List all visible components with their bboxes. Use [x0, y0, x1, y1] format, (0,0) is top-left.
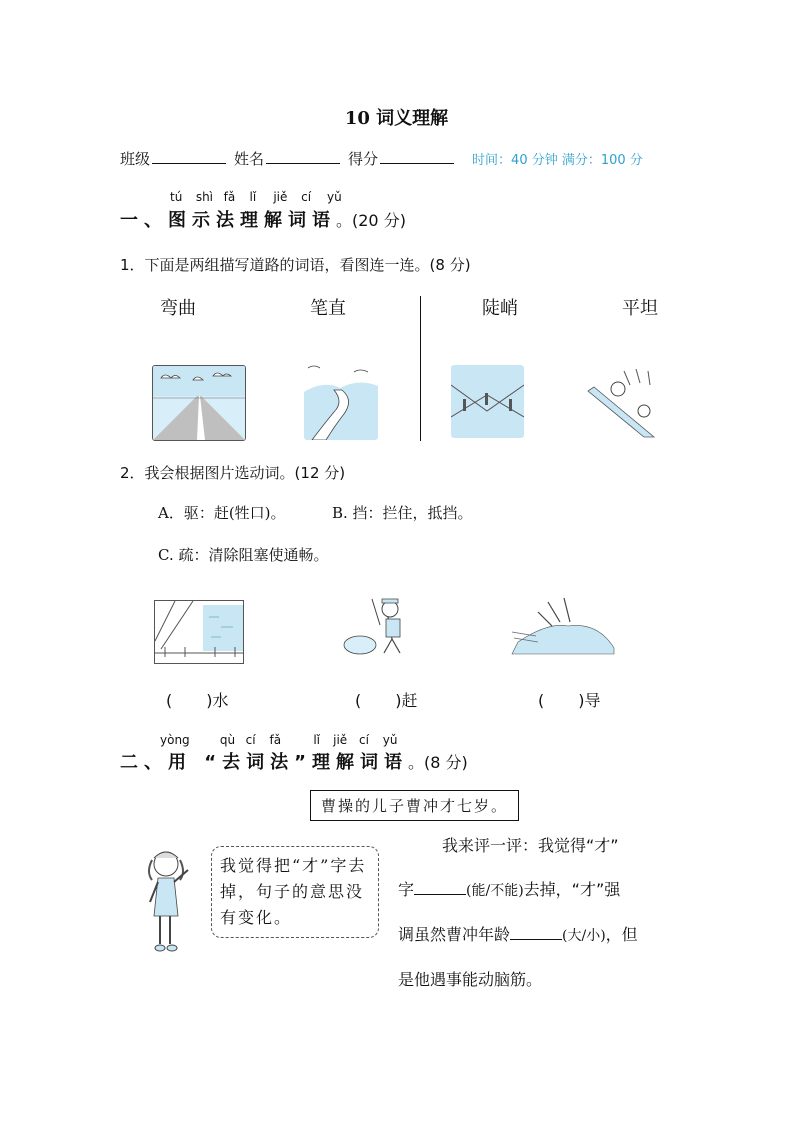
paren-open: ( — [538, 691, 545, 710]
great-wall-illustration — [304, 362, 378, 440]
eval-text: 调虽然曹冲年龄 — [398, 925, 511, 944]
blank-suffix: 赶 — [401, 691, 418, 710]
pinyin: tú — [170, 190, 183, 204]
can-remove-blank[interactable] — [414, 880, 466, 895]
option-c: C. 疏：清除阻塞使通畅。 — [158, 546, 329, 564]
flood-diversion-picture — [508, 592, 616, 658]
word-wanqu[interactable]: 弯曲 — [160, 298, 196, 319]
time-info: 时间：40 分钟 满分：100 分 — [472, 153, 643, 168]
steep-stairs-picture[interactable] — [451, 365, 524, 438]
boy-chasing-pig-picture — [338, 595, 420, 661]
question-2-text: 2．我会根据图片选动词。(12 分) — [120, 464, 346, 482]
page-title: 10 词义理解 — [344, 108, 449, 129]
section2-heading — [120, 748, 468, 774]
class-label: 班级 — [120, 150, 151, 168]
name-label: 姓名 — [234, 150, 265, 168]
winding-great-wall-picture[interactable] — [304, 362, 378, 440]
section-score: 。(8 分) — [407, 753, 468, 772]
channel-illustration — [155, 601, 243, 663]
class-field[interactable] — [152, 149, 226, 164]
eval-line-3 — [398, 913, 683, 958]
pinyin: cí — [358, 733, 369, 747]
score-label: 得分 — [348, 150, 379, 168]
stairs-illustration — [451, 365, 524, 438]
section-title: 图示法理解词语 — [168, 210, 336, 231]
blank-shui[interactable] — [166, 688, 229, 711]
section-number: 一、 — [120, 210, 168, 231]
heading-yong: 用 — [168, 752, 192, 773]
paren-close: ) — [395, 691, 402, 710]
eval-hint: (能/不能) — [466, 883, 524, 899]
pinyin: jiě — [333, 733, 348, 747]
student-info-row — [120, 148, 643, 169]
score-field[interactable] — [380, 149, 454, 164]
eval-text: 去掉，“才”强 — [523, 880, 621, 899]
example-sentence-box: 曹操的儿子曹冲才七岁。 — [310, 790, 519, 821]
heading-quote: “去词法” — [204, 752, 312, 773]
pinyin: yǔ — [326, 190, 342, 204]
section1-heading — [120, 206, 406, 232]
group-divider — [420, 296, 421, 441]
girl-illustration — [140, 846, 200, 956]
section-number: 二、 — [120, 752, 168, 773]
section-score: 。(20 分) — [336, 211, 406, 230]
name-field[interactable] — [266, 149, 340, 164]
sliding-kids-illustration — [584, 367, 659, 439]
option-a: A．驱：赶(牲口)。 — [158, 504, 286, 522]
girl-icon — [140, 846, 200, 956]
question-1-text: 1．下面是两组描写道路的词语，看图连一连。(8 分) — [120, 256, 471, 274]
pinyin: cí — [301, 190, 312, 204]
pinyin: cí — [245, 733, 256, 747]
eval-line-2 — [398, 868, 683, 913]
paren-close: ) — [578, 691, 585, 710]
word-pingtan[interactable]: 平坦 — [622, 298, 658, 319]
eval-hint: (大/小) — [562, 928, 606, 944]
section-title: 理解词语 — [311, 752, 408, 773]
eval-line-1: 我来评一评：我觉得“才” — [442, 836, 619, 855]
water-channel-picture — [154, 600, 244, 664]
pinyin: lǐ — [249, 190, 257, 204]
pinyin: yòng — [160, 733, 190, 747]
speech-bubble: 我觉得把“才”字去掉，句子的意思没有变化。 — [211, 846, 379, 938]
blank-dao[interactable] — [538, 688, 601, 711]
section2-pinyin — [160, 733, 403, 747]
paren-close: ) — [206, 691, 213, 710]
pinyin: qù — [219, 733, 236, 747]
section1-pinyin — [170, 190, 349, 204]
option-b: B. 挡：拦住，抵挡。 — [332, 504, 473, 522]
pinyin: fǎ — [269, 733, 282, 747]
pinyin: yǔ — [382, 733, 398, 747]
highway-illustration — [153, 366, 245, 440]
eval-text: 字 — [398, 880, 415, 899]
evaluation-block — [398, 824, 683, 1002]
eval-line-4: 是他遇事能动脑筋。 — [398, 970, 543, 989]
kids-sliding-slope-picture[interactable] — [584, 367, 659, 439]
straight-highway-picture[interactable] — [152, 365, 246, 441]
flood-illustration — [508, 592, 616, 658]
blank-suffix: 水 — [212, 691, 229, 710]
word-bizhi[interactable]: 笔直 — [310, 298, 346, 319]
paren-open: ( — [355, 691, 362, 710]
eval-text: ，但 — [605, 925, 638, 944]
paren-open: ( — [166, 691, 173, 710]
pinyin: jiě — [273, 190, 288, 204]
blank-suffix: 导 — [584, 691, 601, 710]
pinyin: shì — [195, 190, 214, 204]
boy-pig-illustration — [338, 595, 420, 661]
word-douqiao[interactable]: 陡峭 — [482, 298, 518, 319]
blank-gan[interactable] — [355, 688, 418, 711]
pinyin: lǐ — [313, 733, 320, 747]
pinyin: fǎ — [223, 190, 236, 204]
age-blank[interactable] — [510, 925, 562, 940]
